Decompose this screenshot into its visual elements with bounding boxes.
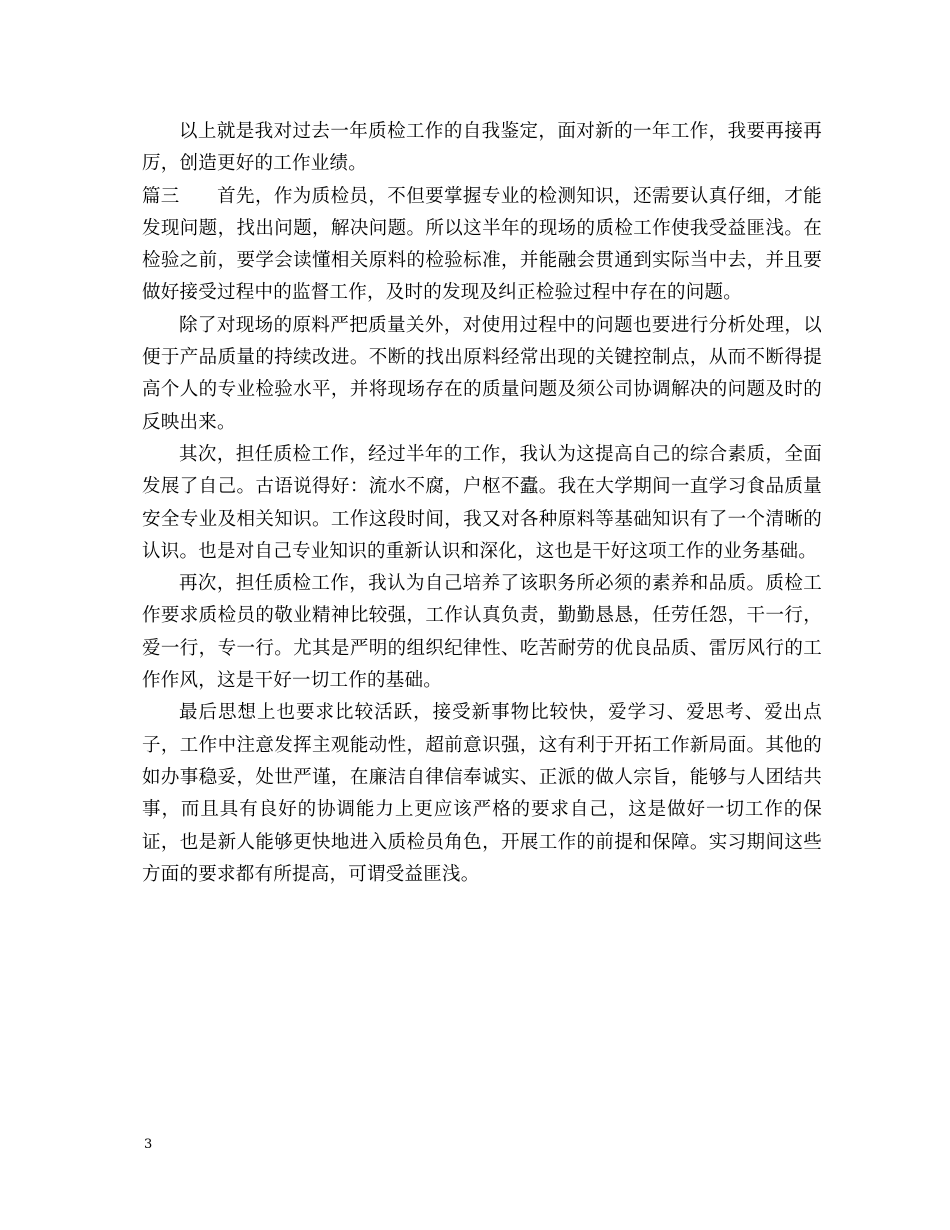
paragraph-quality-control: 除了对现场的原料严把质量关外，对使用过程中的问题也要进行分析处理，以便于产品质量的持续改进。不断的找出原料经常出现的关键控制点，从而不断得提高个人的专业检验水平，并将现场存在的质量问题及须公司协调解决的问题及时的反映出来。 [142, 314, 822, 433]
page-number: 3 [144, 1137, 153, 1152]
paragraph-thirdly: 再次，担任质检工作，我认为自己培养了该职务所必须的素养和品质。质检工作要求质检员的敬业精神比较强，工作认真负责，勤勤恳恳，任劳任怨，干一行，爱一行，专一行。尤其是严明的组织纪律性、吃苦耐劳的优良品质、雷厉风行的工作作风，这是干好一切工作的基础。 [142, 573, 822, 692]
section-three-text: 首先，作为质检员，不但要掌握专业的检测知识，还需要认真仔细，才能发现问题，找出问题，解决问题。所以这半年的现场的质检工作使我受益匪浅。在检验之前，要学会读懂相关原料的检验标准，并能融会贯通到实际当中去，并且要做好接受过程中的监督工作，及时的发现及纠正检验过程中存在的问题。 [142, 185, 822, 304]
paragraph-finally: 最后思想上也要求比较活跃，接受新事物比较快，爱学习、爱思考、爱出点子，工作中注意发挥主观能动性，超前意识强，这有利于开拓工作新局面。其他的如办事稳妥，处世严谨，在廉洁自律信奉诚实、正派的做人宗旨，能够与人团结共事，而且具有良好的协调能力上更应该严格的要求自己，这是做好一切工作的保证，也是新人能够更快地进入质检员角色，开展工作的前提和保障。实习期间这些方面的要求都有所提高，可谓受益匪浅。 [142, 702, 822, 885]
paragraph-secondly: 其次，担任质检工作，经过半年的工作，我认为这提高自己的综合素质，全面发展了自己。古语说得好：流水不腐，户枢不蠹。我在大学期间一直学习食品质量安全专业及相关知识。工作这段时间，我又对各种原料等基础知识有了一个清晰的认识。也是对自己专业知识的重新认识和深化，这也是干好这项工作的业务基础。 [142, 443, 822, 562]
section-three-paragraph [142, 181, 822, 310]
document-body [142, 116, 822, 891]
section-label: 篇三 [142, 185, 180, 207]
paragraph-summary: 以上就是我对过去一年质检工作的自我鉴定，面对新的一年工作，我要再接再厉，创造更好的工作业绩。 [142, 121, 822, 175]
